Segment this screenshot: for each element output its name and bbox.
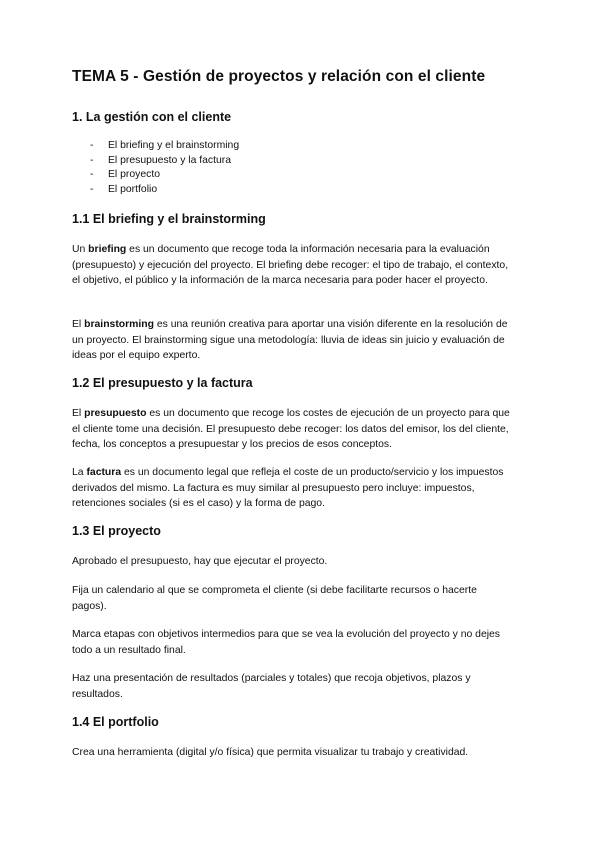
proyecto-paragraph-2: Fija un calendario al que se comprometa el cliente (si debe facilitarte recursos o hacerte pagos). <box>72 585 477 612</box>
list-item: - El briefing y el brainstorming <box>90 140 240 151</box>
list-item: - El presupuesto y la factura <box>90 154 232 166</box>
section-heading-1-4: 1.4 El portfolio <box>72 715 159 729</box>
section-heading-1: 1. La gestión con el cliente <box>72 110 232 124</box>
brainstorming-paragraph: El brainstorming es una reunión creativa para aportar una visión diferente en la resolución de un proyecto. El brainstorming sigue una metodología: lluvia de ideas sin juicio y evaluación de ideas por el equipo experto. <box>72 319 508 361</box>
section-heading-1-1: 1.1 El briefing y el brainstorming <box>72 212 266 226</box>
portfolio-paragraph: Crea una herramienta (digital y/o física) que permita visualizar tu trabajo y creatividad. <box>72 747 469 758</box>
proyecto-paragraph-3: Marca etapas con objetivos intermedios para que se vea la evolución del proyecto y no dejes todo a un resultado final. <box>72 629 500 656</box>
factura-paragraph: La factura es un documento legal que refleja el coste de un producto/servicio y los impuestos derivados del mismo. La factura es muy similar al presupuesto pero incluye: impuestos, retenciones sociales (si es el caso) y la forma de pago. <box>72 467 504 509</box>
topics-list <box>90 139 239 197</box>
proyecto-paragraph-4: Haz una presentación de resultados (parciales y totales) que recoja objetivos, plazos y resultados. <box>72 673 471 700</box>
document-title: TEMA 5 - Gestión de proyectos y relación con el cliente <box>72 68 486 85</box>
section-heading-1-2: 1.2 El presupuesto y la factura <box>72 376 253 390</box>
section-heading-1-3: 1.3 El proyecto <box>72 524 161 538</box>
briefing-paragraph: Un briefing es un documento que recoge toda la información necesaria para la evaluación (presupuesto) y ejecución del proyecto. El briefing debe recoger: el tipo de trabajo, el contexto, el objetivo, el público y la información de la marca necesaria para poder hacer el proyecto. <box>72 244 509 286</box>
list-item: - El proyecto <box>90 169 160 180</box>
presupuesto-paragraph: El presupuesto es un documento que recoge los costes de ejecución de un proyecto para que el cliente tome una decisión. El presupuesto debe recoger: los datos del emisor, los del cliente, fecha, los conceptos a presupuestar y los precios de esos conceptos. <box>72 408 510 450</box>
list-item: - El portfolio <box>90 183 158 195</box>
proyecto-paragraph-1: Aprobado el presupuesto, hay que ejecutar el proyecto. <box>72 556 328 567</box>
